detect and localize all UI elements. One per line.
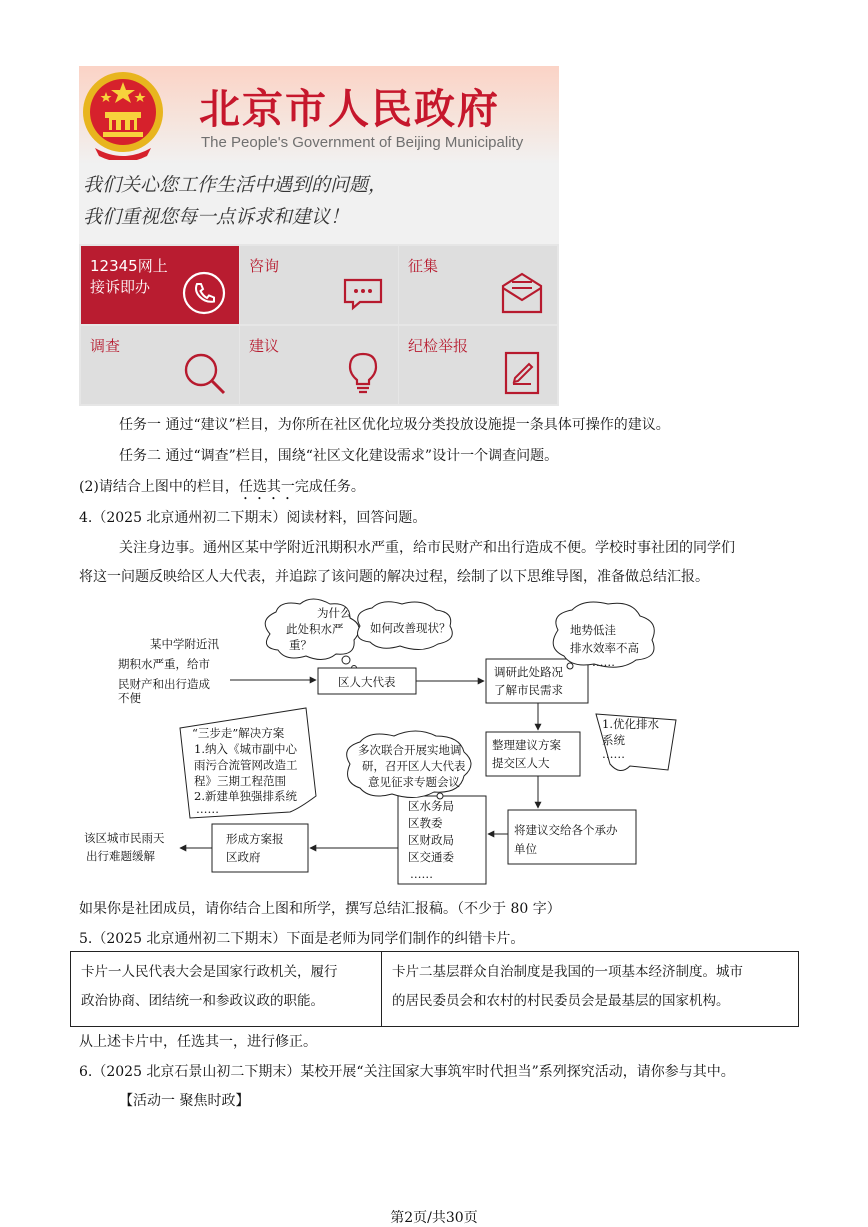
tile-12345-hotline[interactable] (81, 246, 239, 324)
start-text: 某中学附近汛 (150, 637, 219, 651)
note-text: 程》三期工程范围 (194, 774, 286, 788)
tile-suggest[interactable] (240, 326, 398, 404)
magnifier-icon (181, 350, 227, 396)
cloud-tail (342, 656, 350, 664)
question-2-emphasis: 任选其一 (238, 479, 295, 495)
note-text: 2.新建单独强排系统 (194, 789, 297, 803)
cloud-text: …… (592, 655, 615, 669)
correction-cards-table (70, 951, 799, 1027)
question-4-title: 4.（2025 北京通州初二下期末）阅读材料，回答问题。 (79, 510, 427, 526)
cloud-text: 意见征求专题会议 (368, 775, 460, 789)
cloud-text: 研，召开区人大代表 (362, 759, 466, 773)
box-text: 区水务局 (408, 799, 454, 813)
question-4-paragraph: 将这一问题反映给区人大代表，并追踪了该问题的解决过程，绘制了以下思维导图，准备做总结汇报。 (79, 569, 709, 585)
question-2-suffix: 完成任务。 (294, 479, 365, 495)
tile-label: 12345网上 (90, 257, 168, 275)
box-text: …… (410, 867, 433, 881)
tile-label: 咨询 (249, 257, 280, 275)
box-text: 提交区人大 (492, 756, 550, 770)
cloud-tail (437, 793, 443, 799)
end-text: 出行难题缓解 (86, 849, 155, 863)
note-text: 1.优化排水 (602, 717, 659, 731)
box-text: 形成方案报 (226, 832, 284, 846)
note-text: 系统 (602, 733, 625, 747)
beijing-government-portal-image (79, 66, 559, 406)
slogan-line: 我们关心您工作生活中遇到的问题， (83, 174, 388, 196)
box-text: 单位 (514, 842, 537, 856)
box-text: 区人大代表 (338, 675, 396, 689)
tile-label: 征集 (408, 257, 439, 275)
lightbulb-icon (340, 350, 386, 396)
chat-icon (340, 270, 386, 316)
cloud-tail (567, 663, 573, 669)
document-pen-icon (499, 350, 545, 396)
tile-report[interactable] (399, 326, 557, 404)
note-text: “三步走”解决方案 (192, 726, 285, 740)
note-text: 1.纳入《城市副中心 (194, 742, 297, 756)
cloud-text: 重？ (289, 638, 312, 652)
start-text: 民财产和出行造成 (118, 677, 210, 691)
question-5-title: 5.（2025 北京通州初二下期末）下面是老师为同学们制作的纠错卡片。 (79, 931, 525, 947)
portal-banner (79, 66, 559, 164)
portal-slogan (79, 164, 559, 244)
tile-survey[interactable] (81, 326, 239, 404)
box-text: 区教委 (408, 816, 443, 830)
question-2-prefix: (2)请结合上图中的栏目， (79, 479, 239, 495)
box-text: 调研此处路况 (494, 665, 563, 679)
task-one: 任务一 通过“建议”栏目，为你所在社区优化垃圾分类投放设施提一条具体可操作的建议。 (119, 417, 670, 433)
phone-icon (181, 270, 227, 316)
mind-map-diagram (80, 596, 720, 886)
question-5-prompt: 从上述卡片中，任选其一，进行修正。 (79, 1034, 317, 1050)
start-text: 期积水严重，给市 (118, 657, 210, 671)
card-text: 政治协商、团结统一和参政议政的职能。 (81, 993, 324, 1009)
tile-label: 纪检举报 (408, 337, 469, 355)
start-text: 不便 (118, 691, 141, 705)
question-2 (79, 476, 365, 503)
note-text: 雨污合流管网改造工 (194, 758, 298, 772)
note-text: …… (602, 747, 625, 761)
tile-label: 接诉即办 (90, 278, 151, 296)
tile-collect[interactable] (399, 246, 557, 324)
cloud-text: 此处积水严 (286, 622, 344, 636)
task-two: 任务二 通过“调查”栏目，围绕“社区文化建设需求”设计一个调查问题。 (119, 448, 559, 464)
tile-consult[interactable] (240, 246, 398, 324)
activity-one-heading: 【活动一 聚焦时政】 (119, 1093, 250, 1109)
national-emblem-icon (81, 68, 165, 160)
box-text: 区交通委 (408, 850, 454, 864)
question-6-title: 6.（2025 北京石景山初二下期末）某校开展“关注国家大事筑牢时代担当”系列探究活动，请你参与其中。 (79, 1064, 735, 1080)
tile-label: 建议 (249, 337, 280, 355)
box-text: 区财政局 (408, 833, 454, 847)
box-text: 整理建议方案 (492, 738, 561, 752)
end-text: 该区城市民雨天 (84, 831, 165, 845)
tile-label: 调查 (90, 337, 121, 355)
cloud-text: 多次联合开展实地调 (358, 743, 462, 757)
note-text: …… (196, 802, 219, 816)
cloud-text: 排水效率不高 (570, 641, 639, 655)
card-two (382, 952, 798, 1026)
portal-title: 北京市人民政府 (199, 85, 500, 133)
card-one (71, 952, 382, 1026)
envelope-icon (499, 270, 545, 316)
card-text: 的居民委员会和农村的村民委员会是最基层的国家机构。 (392, 993, 730, 1009)
card-text: 卡片二基层群众自治制度是我国的一项基本经济制度。城市 (392, 964, 743, 980)
cloud-text: 为什么 (317, 606, 352, 620)
question-4-paragraph: 关注身边事。通州区某中学附近汛期积水严重，给市民财产和出行造成不便。学校时事社团的同学们 (119, 540, 735, 556)
cloud-text: 地势低洼 (570, 623, 616, 637)
question-4-prompt: 如果你是社团成员，请你结合上图和所学，撰写总结汇报稿。（不少于 80 字） (79, 901, 561, 917)
slogan-line: 我们重视您每一点诉求和建议！ (83, 206, 350, 228)
cloud-text: 如何改善现状？ (370, 621, 451, 635)
box-text: 区政府 (226, 850, 261, 864)
box-text: 了解市民需求 (494, 683, 563, 697)
box-text: 将建议交给各个承办 (514, 823, 618, 837)
portal-subtitle: The People's Government of Beijing Municipality (201, 134, 524, 151)
page-number: 第2页/共30页 (390, 1210, 478, 1226)
card-text: 卡片一人民代表大会是国家行政机关，履行 (81, 964, 338, 980)
